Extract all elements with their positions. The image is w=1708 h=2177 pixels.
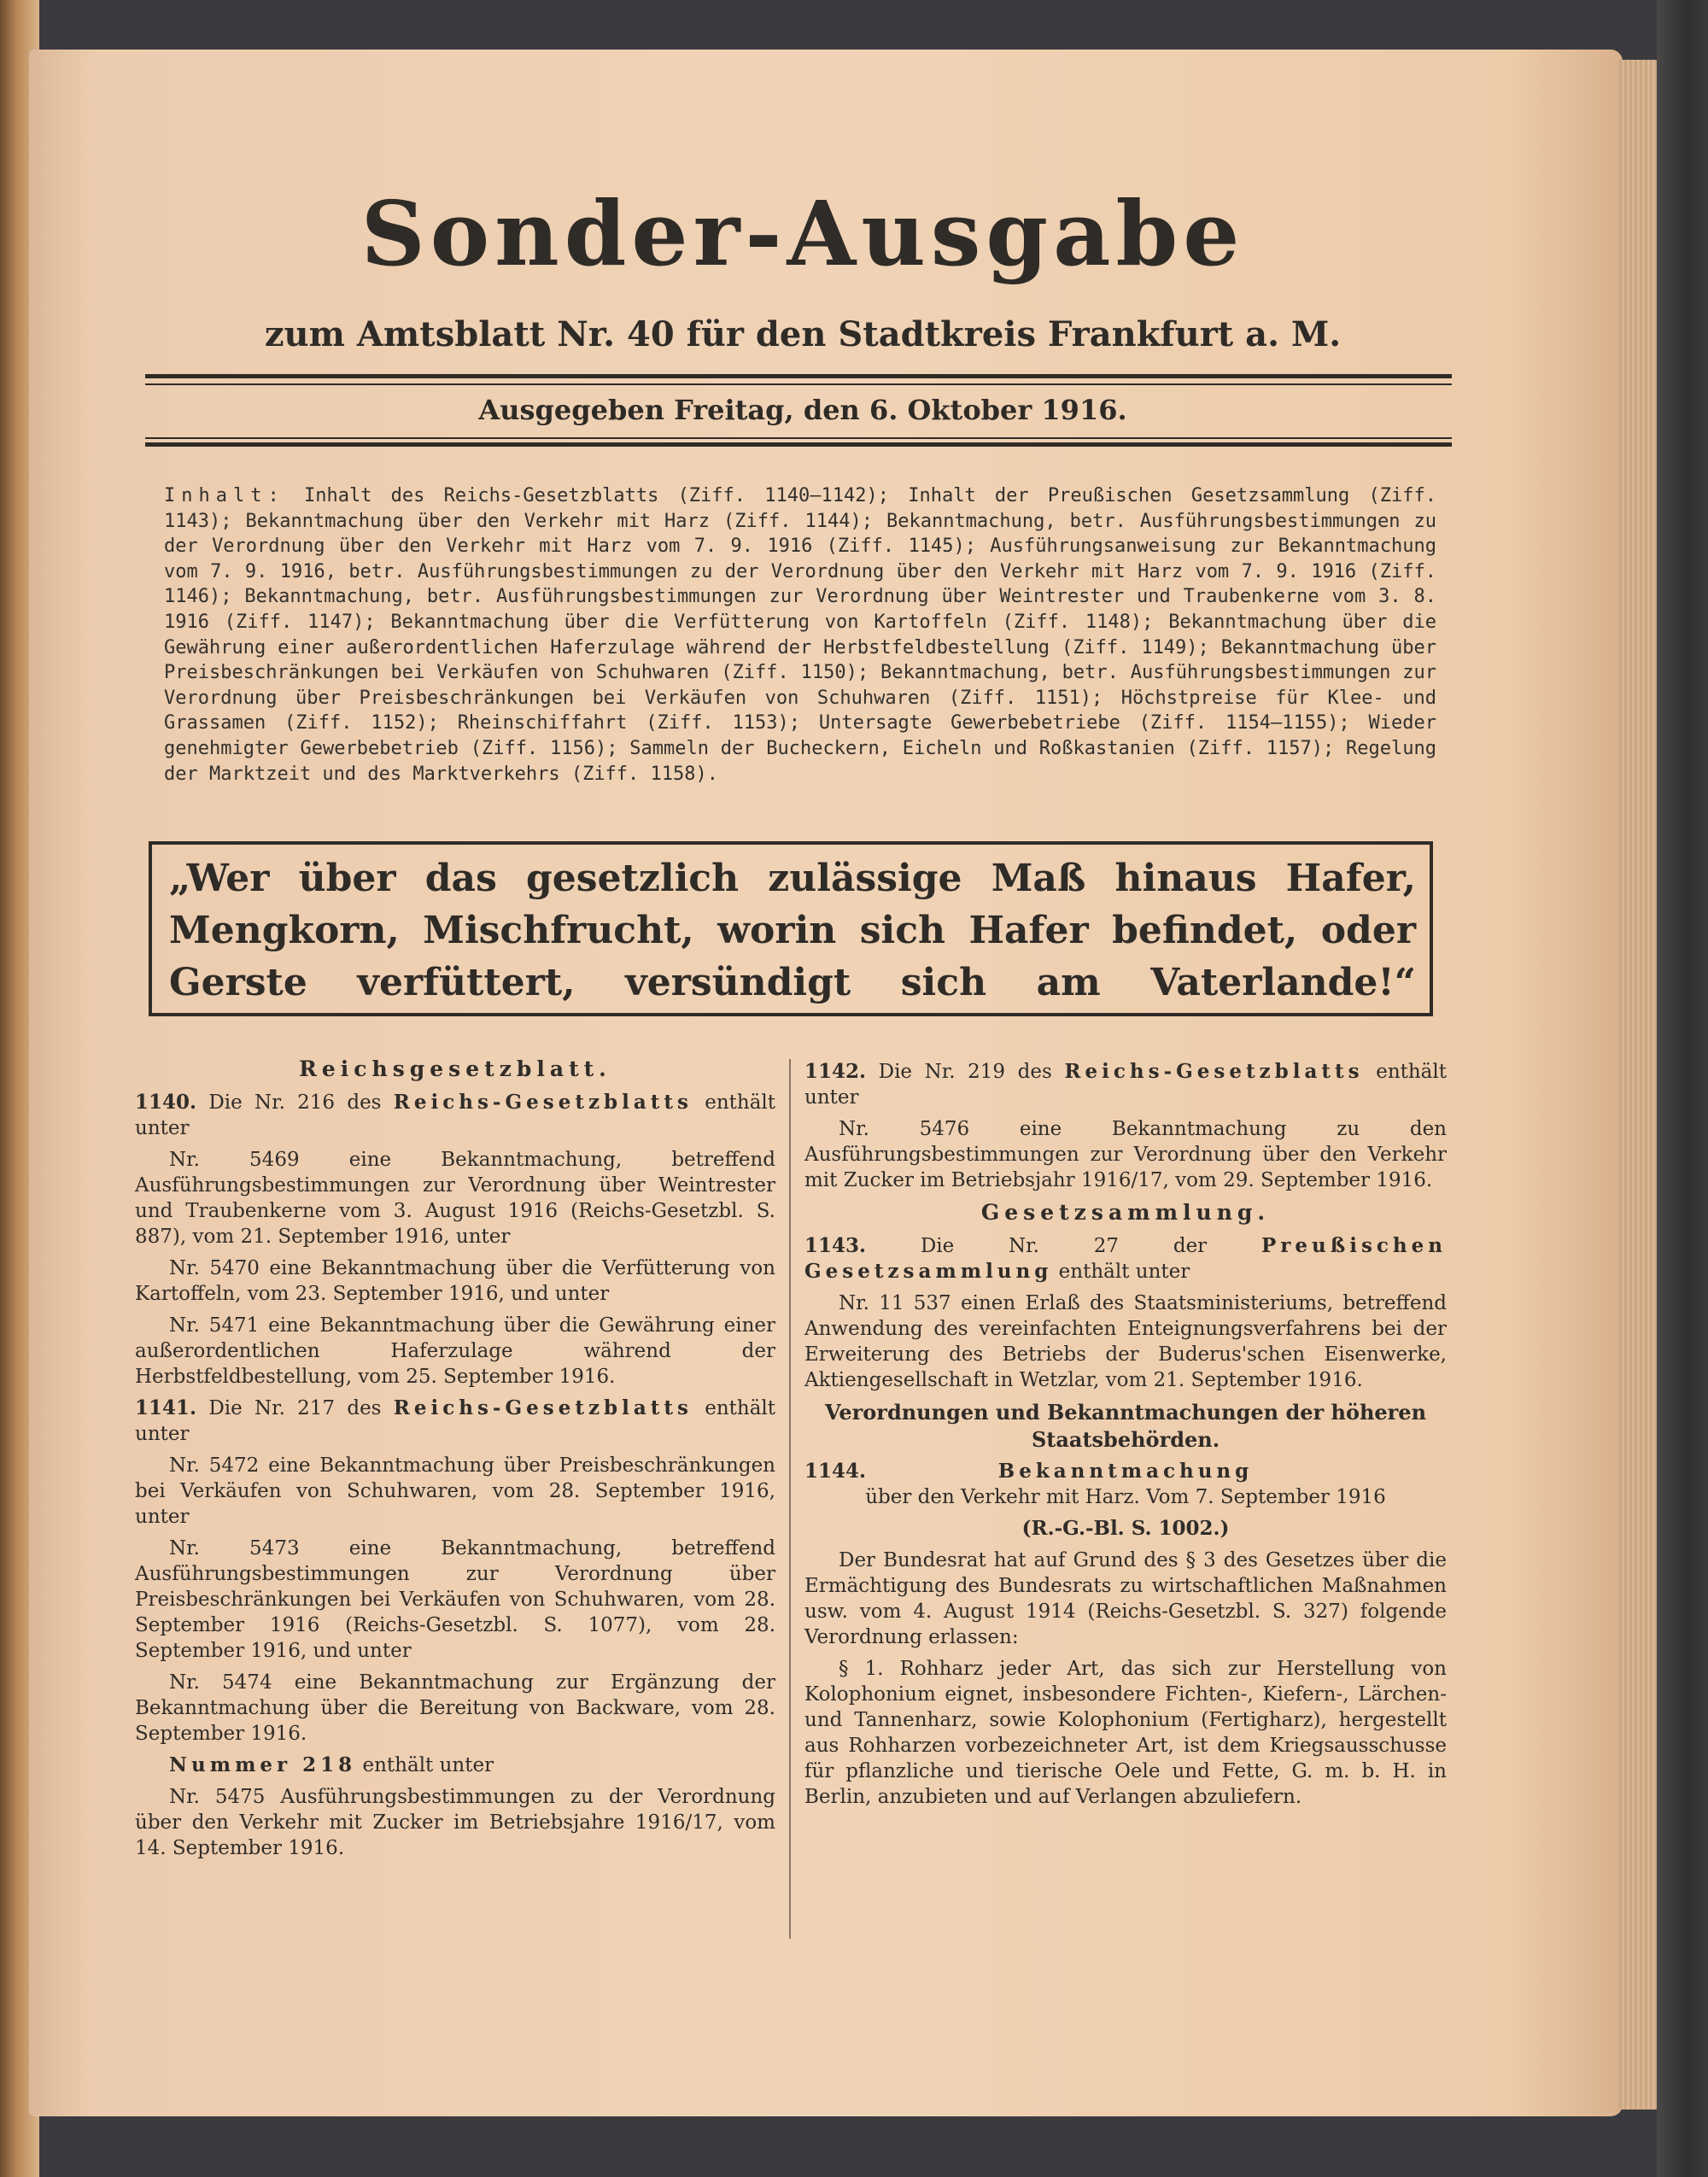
entry-text: Die Nr. 219 des bbox=[878, 1061, 1052, 1083]
paragraph-11537: Nr. 11 537 einen Erlaß des Staatsministeriums, betreffend Anwendung des vereinfachten Enteignungsverfahrens bei der Erweiterung des Betriebs der Buderus'schen Eisenwerke, Aktiengesellschaft in Wetzlar, vom 21. September 1916. bbox=[804, 1292, 1447, 1391]
entry-number: 1140. bbox=[135, 1091, 197, 1114]
entry-1141 bbox=[135, 1396, 775, 1447]
paragraph-5476: Nr. 5476 eine Bekanntmachung zu den Ausführungsbestimmungen zur Verordnung über den Verkehr mit Zucker im Betriebsjahr 1916/17, vom 29. September 1916. bbox=[804, 1118, 1447, 1191]
paragraph-section-1: § 1. Rohharz jeder Art, das sich zur Herstellung von Kolophonium eignet, insbesondere Fichten-, Kiefern-, Lärchen- und Tannenharz, sowie Kolophonium (Fertigharz), hergestellt aus Rohharzen vorbezeichneter Art, ist dem Kriegsausschusse für pflanzliche und tierische Oele und Fette, G. m. b. H. in Berlin, anzubieten und auf Verlangen abzuliefern. bbox=[804, 1658, 1447, 1808]
right-column bbox=[804, 1059, 1447, 1816]
entry-number: 1141. bbox=[135, 1396, 197, 1419]
paragraph-5472: Nr. 5472 eine Bekanntmachung über Preisbeschränkungen bei Verkäufen von Schuhwaren, vom 28. September 1916, unter bbox=[135, 1454, 775, 1528]
entry-text: Die Nr. 27 der bbox=[920, 1235, 1208, 1257]
issue-date: Ausgegeben Freitag, den 6. Oktober 1916. bbox=[478, 394, 1127, 426]
masthead-title: Sonder-Ausgabe bbox=[360, 181, 1245, 286]
masthead-rule-top bbox=[145, 374, 1452, 378]
entry-spaced-text: Reichs-Gesetzblatts bbox=[393, 1396, 693, 1419]
paragraph-5471: Nr. 5471 eine Bekanntmachung über die Gewährung einer außerordentlichen Haferzulage während der Herbstfeldbestellung, vom 25. September 1916. bbox=[135, 1314, 775, 1388]
paragraph-bundesrat: Der Bundesrat hat auf Grund des § 3 des Gesetzes über die Ermächtigung des Bundesrats zu wirtschaftlichen Maßnahmen usw. vom 4. August 1914 (Reichs-Gesetzbl. S. 327) folgende Verordnung erlassen: bbox=[804, 1549, 1447, 1648]
entry-1143 bbox=[804, 1233, 1447, 1285]
entry-218 bbox=[135, 1753, 775, 1778]
paragraph-5473: Nr. 5473 eine Bekanntmachung, betreffend Ausführungsbestimmungen zur Verordnung über Preisbeschränkungen bei Verkäufen von Schuhwaren, vom 28. September 1916 (Reichs-Gesetzbl. S. 1077), vom 28. September 1916, und unter bbox=[135, 1537, 775, 1662]
entry-text: enthält unter bbox=[362, 1754, 494, 1776]
paragraph-5469: Nr. 5469 eine Bekanntmachung, betreffend Ausführungsbestimmungen zur Verordnung über Weintrester und Traubenkerne vom 3. August 1916 (Reichs-Gesetzbl. S. 887), vom 21. September 1916, unter bbox=[135, 1149, 775, 1248]
entry-text: enthält unter bbox=[135, 1091, 776, 1139]
entry-text: enthält unter bbox=[135, 1397, 776, 1445]
callout-text: „Wer über das gesetzlich zulässige Maß hinaus Hafer, Mengkorn, Mischfrucht, worin sich Hafer befindet, oder Gerste verfüttert, versündigt sich am Vaterlande!“ bbox=[169, 857, 1416, 1004]
entry-1144-subtitle: über den Verkehr mit Harz. Vom 7. September 1916 bbox=[865, 1486, 1386, 1508]
entry-spaced-text: Reichs-Gesetzblatts bbox=[1064, 1060, 1364, 1083]
masthead-rule-top-thin bbox=[145, 383, 1452, 385]
entry-spaced-text: Preußischen Gesetzsammlung bbox=[804, 1234, 1448, 1283]
entry-1142 bbox=[804, 1059, 1447, 1110]
masthead-rule-bottom bbox=[145, 442, 1452, 447]
table-of-contents bbox=[164, 483, 1436, 787]
entry-1144-reference: (R.-G.-Bl. S. 1002.) bbox=[1021, 1517, 1230, 1540]
section-heading-gesetzsammlung: Gesetzsammlung. bbox=[980, 1200, 1271, 1225]
masthead-subtitle: zum Amtsblatt Nr. 40 für den Stadtkreis Frankfurt a. M. bbox=[264, 314, 1342, 354]
entry-text: enthält unter bbox=[804, 1061, 1447, 1109]
entry-title: Bekanntmachung bbox=[997, 1460, 1254, 1483]
masthead-rule-bottom-thin bbox=[145, 437, 1452, 439]
paragraph-5475: Nr. 5475 Ausführungsbestimmungen zu der Verordnung über den Verkehr mit Zucker im Betriebsjahre 1916/17, vom 14. September 1916. bbox=[135, 1786, 775, 1859]
paragraph-5474: Nr. 5474 eine Bekanntmachung zur Ergänzung der Bekanntmachung über die Bereitung von Backware, vom 28. September 1916. bbox=[135, 1671, 775, 1745]
left-column bbox=[135, 1056, 775, 1867]
contents-text: Inhalt des Reichs-Gesetzblatts (Ziff. 1140—1142); Inhalt der Preußischen Gesetzsammlung (Ziff. 1143); Bekanntmachung über den Verkehr mit Harz (Ziff. 1144); Bekanntmachung, betr. Ausführungsbestimmungen zu der Verordnung über den Verkehr mit Harz vom 7. 9. 1916 (Ziff. 1145); Ausführungsanweisung zur Bekanntmachung vom 7. 9. 1916, betr. Ausführungsbestimmungen zu der Verordnung über den Verkehr mit Harz vom 7. 9. 1916 (Ziff. 1146); Bekanntmachung, betr. Ausführungsbestimmungen zur Verordnung über Weintrester und Traubenkerne vom 3. 8. 1916 (Ziff. 1147); Bekanntmachung über die Verfütterung von Kartoffeln (Ziff. 1148); Bekanntmachung über die Gewährung einer außerordentlichen Haferzulage während der Herbstfeldbestellung (Ziff. 1149); Bekanntmachung über Preisbeschränkungen bei Verkäufen von Schuhwaren (Ziff. 1150); Bekanntmachung, betr. Ausführungsbestimmungen zur Verordnung über Preisbeschränkungen bei Verkäufen von Schuhwaren (Ziff. 1151); Höchstpreise für Klee- und Grassamen (Ziff. 1152); Rheinschiffahrt (Ziff. 1153); Untersagte Gewerbebetriebe (Ziff. 1154—1155); Wieder genehmigter Gewerbebetrieb (Ziff. 1156); Sammeln der Bucheckern, Eicheln und Roßkastanien (Ziff. 1157); Regelung der Marktzeit und des Marktverkehrs (Ziff. 1158). bbox=[164, 485, 1436, 785]
entry-1144-heading bbox=[804, 1459, 1447, 1484]
entry-text: Die Nr. 216 des bbox=[208, 1091, 382, 1114]
entry-number: 1144. bbox=[804, 1460, 867, 1483]
paragraph-5470: Nr. 5470 eine Bekanntmachung über die Verfütterung von Kartoffeln, vom 23. September 1916, und unter bbox=[135, 1257, 775, 1305]
contents-label: Inhalt: bbox=[164, 485, 285, 506]
entry-spaced-text: Reichs-Gesetzblatts bbox=[393, 1091, 693, 1114]
entry-text: Die Nr. 217 des bbox=[208, 1397, 382, 1419]
entry-spaced-text: Nummer 218 bbox=[169, 1753, 357, 1776]
column-divider bbox=[789, 1059, 791, 1939]
entry-text: enthält unter bbox=[1058, 1261, 1190, 1283]
entry-1140 bbox=[135, 1090, 775, 1141]
section-heading-reichsgesetzblatt: Reichsgesetzblatt. bbox=[299, 1056, 611, 1081]
entry-number: 1142. bbox=[804, 1060, 867, 1083]
entry-number: 1143. bbox=[804, 1234, 867, 1257]
section-heading-verordnungen: Verordnungen und Bekanntmachungen der höheren Staatsbehörden. bbox=[824, 1400, 1427, 1452]
